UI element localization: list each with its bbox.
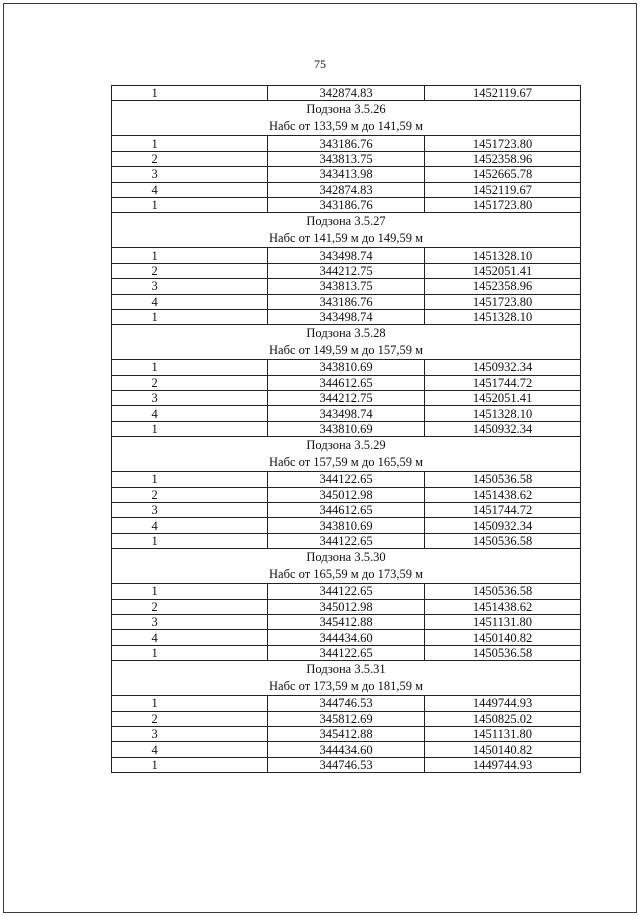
table-row	[112, 136, 581, 151]
table-row	[112, 248, 581, 263]
y-coordinate-cell: 1449744.93	[425, 757, 581, 772]
y-coordinate-cell: 1450932.34	[425, 360, 581, 375]
point-number-cell	[112, 472, 268, 487]
point-number-cell	[112, 599, 268, 614]
table-row	[112, 421, 581, 436]
table-row	[112, 584, 581, 599]
point-number-cell	[112, 136, 268, 151]
point-number-cell	[112, 503, 268, 518]
x-coordinate-cell: 343810.69	[268, 421, 425, 436]
subzone-height-range: Набс от 141,59 м до 149,59 м	[269, 231, 423, 246]
x-coordinate-cell: 343813.75	[268, 151, 425, 166]
point-number-cell	[112, 487, 268, 502]
x-coordinate-cell: 344122.65	[268, 584, 425, 599]
y-coordinate-cell: 1450825.02	[425, 711, 581, 726]
point-number-cell	[112, 86, 268, 101]
point-number: 1	[151, 310, 158, 325]
point-number-cell	[112, 630, 268, 645]
y-coordinate-cell: 1451744.72	[425, 375, 581, 390]
x-coordinate-cell: 343186.76	[268, 136, 425, 151]
x-coordinate-cell: 343498.74	[268, 248, 425, 263]
x-coordinate-cell: 345812.69	[268, 711, 425, 726]
x-coordinate-cell: 344122.65	[268, 533, 425, 548]
point-number-cell	[112, 182, 268, 197]
subzone-header-row	[112, 101, 581, 136]
subzone-header-cell	[112, 101, 581, 136]
point-number: 2	[151, 263, 158, 278]
subzone-header-row	[112, 213, 581, 248]
table-row	[112, 742, 581, 757]
x-coordinate-cell: 343498.74	[268, 309, 425, 324]
table-row	[112, 391, 581, 406]
point-number: 1	[151, 472, 158, 487]
point-number: 2	[151, 151, 158, 166]
subzone-header-row	[112, 437, 581, 472]
table-row	[112, 360, 581, 375]
x-coordinate-cell: 343498.74	[268, 406, 425, 421]
x-coordinate-cell: 345412.88	[268, 614, 425, 629]
table-row	[112, 533, 581, 548]
point-number: 3	[151, 503, 158, 518]
y-coordinate-cell: 1450536.58	[425, 584, 581, 599]
table-row	[112, 696, 581, 711]
subzone-header-cell	[112, 549, 581, 584]
point-number: 3	[151, 279, 158, 294]
x-coordinate-cell: 342874.83	[268, 86, 425, 101]
point-number-cell	[112, 391, 268, 406]
point-number: 4	[151, 294, 158, 309]
y-coordinate-cell: 1450140.82	[425, 630, 581, 645]
x-coordinate-cell: 343810.69	[268, 360, 425, 375]
subzone-height-range: Набс от 157,59 м до 165,59 м	[269, 455, 423, 470]
y-coordinate-cell: 1451744.72	[425, 503, 581, 518]
subzone-title: Подзона 3.5.30	[306, 550, 386, 565]
point-number-cell	[112, 711, 268, 726]
y-coordinate-cell: 1452051.41	[425, 263, 581, 278]
x-coordinate-cell: 344612.65	[268, 503, 425, 518]
x-coordinate-cell: 343186.76	[268, 294, 425, 309]
y-coordinate-cell: 1452358.96	[425, 151, 581, 166]
subzone-title: Подзона 3.5.26	[306, 102, 386, 117]
subzone-height-range: Набс от 173,59 м до 181,59 м	[269, 679, 423, 694]
coordinates-table	[111, 85, 581, 773]
table-row	[112, 151, 581, 166]
table-row	[112, 294, 581, 309]
table-row	[112, 279, 581, 294]
table-row	[112, 197, 581, 212]
point-number: 1	[151, 248, 158, 263]
x-coordinate-cell: 345412.88	[268, 726, 425, 741]
point-number: 2	[151, 711, 158, 726]
subzone-header-cell	[112, 213, 581, 248]
table-row	[112, 472, 581, 487]
point-number-cell	[112, 421, 268, 436]
x-coordinate-cell: 344212.75	[268, 263, 425, 278]
subzone-title: Подзона 3.5.27	[306, 214, 386, 229]
point-number-cell	[112, 533, 268, 548]
y-coordinate-cell: 1451328.10	[425, 309, 581, 324]
table-row	[112, 599, 581, 614]
subzone-header-cell	[112, 325, 581, 360]
subzone-header-cell	[112, 661, 581, 696]
subzone-height-range: Набс от 149,59 м до 157,59 м	[269, 343, 423, 358]
subzone-height-range: Набс от 133,59 м до 141,59 м	[269, 119, 423, 134]
point-number-cell	[112, 197, 268, 212]
point-number: 1	[151, 360, 158, 375]
point-number-cell	[112, 167, 268, 182]
y-coordinate-cell: 1451723.80	[425, 197, 581, 212]
subzone-title: Подзона 3.5.31	[306, 662, 386, 677]
point-number-cell	[112, 584, 268, 599]
table-row	[112, 487, 581, 502]
x-coordinate-cell: 342874.83	[268, 182, 425, 197]
x-coordinate-cell: 344612.65	[268, 375, 425, 390]
point-number-cell	[112, 279, 268, 294]
x-coordinate-cell: 344212.75	[268, 391, 425, 406]
subzone-height-range: Набс от 165,59 м до 173,59 м	[269, 567, 423, 582]
subzone-header-row	[112, 661, 581, 696]
point-number-cell	[112, 757, 268, 772]
point-number: 1	[151, 534, 158, 548]
table-row	[112, 726, 581, 741]
y-coordinate-cell: 1451438.62	[425, 487, 581, 502]
point-number-cell	[112, 263, 268, 278]
x-coordinate-cell: 343186.76	[268, 197, 425, 212]
x-coordinate-cell: 345012.98	[268, 599, 425, 614]
point-number: 2	[151, 599, 158, 614]
y-coordinate-cell: 1452665.78	[425, 167, 581, 182]
table-row	[112, 503, 581, 518]
subzone-title: Подзона 3.5.28	[306, 326, 386, 341]
point-number: 1	[151, 198, 158, 213]
point-number-cell	[112, 518, 268, 533]
table-row	[112, 645, 581, 660]
point-number-cell	[112, 248, 268, 263]
point-number-cell	[112, 375, 268, 390]
point-number: 3	[151, 615, 158, 630]
point-number: 3	[151, 727, 158, 742]
table-row	[112, 711, 581, 726]
point-number: 1	[151, 136, 158, 151]
y-coordinate-cell: 1451131.80	[425, 726, 581, 741]
y-coordinate-cell: 1450140.82	[425, 742, 581, 757]
table-row	[112, 614, 581, 629]
y-coordinate-cell: 1450932.34	[425, 421, 581, 436]
point-number-cell	[112, 726, 268, 741]
y-coordinate-cell: 1449744.93	[425, 696, 581, 711]
point-number: 4	[151, 630, 158, 645]
subzone-header-cell	[112, 437, 581, 472]
point-number-cell	[112, 645, 268, 660]
x-coordinate-cell: 343813.75	[268, 279, 425, 294]
table-row	[112, 309, 581, 324]
table-row	[112, 630, 581, 645]
y-coordinate-cell: 1451131.80	[425, 614, 581, 629]
x-coordinate-cell: 344122.65	[268, 472, 425, 487]
point-number-cell	[112, 742, 268, 757]
subzone-title: Подзона 3.5.29	[306, 438, 386, 453]
point-number: 1	[151, 422, 158, 437]
x-coordinate-cell: 343413.98	[268, 167, 425, 182]
point-number: 2	[151, 375, 158, 390]
point-number-cell	[112, 406, 268, 421]
point-number: 2	[151, 487, 158, 502]
x-coordinate-cell: 344746.53	[268, 757, 425, 772]
y-coordinate-cell: 1450536.58	[425, 533, 581, 548]
page-number: 75	[314, 57, 326, 71]
table-row	[112, 375, 581, 390]
point-number-cell	[112, 360, 268, 375]
x-coordinate-cell: 343810.69	[268, 518, 425, 533]
table-row	[112, 518, 581, 533]
y-coordinate-cell: 1451328.10	[425, 248, 581, 263]
point-number: 3	[151, 391, 158, 406]
point-number: 4	[151, 406, 158, 421]
point-number: 3	[151, 167, 158, 182]
x-coordinate-cell: 345012.98	[268, 487, 425, 502]
y-coordinate-cell: 1451723.80	[425, 294, 581, 309]
x-coordinate-cell: 344434.60	[268, 630, 425, 645]
y-coordinate-cell: 1450536.58	[425, 472, 581, 487]
subzone-header-row	[112, 325, 581, 360]
table-row	[112, 263, 581, 278]
y-coordinate-cell: 1450932.34	[425, 518, 581, 533]
y-coordinate-cell: 1451723.80	[425, 136, 581, 151]
table-row	[112, 167, 581, 182]
point-number-cell	[112, 151, 268, 166]
point-number-cell	[112, 696, 268, 711]
point-number-cell	[112, 294, 268, 309]
y-coordinate-cell: 1452358.96	[425, 279, 581, 294]
point-number-cell	[112, 309, 268, 324]
y-coordinate-cell: 1452119.67	[425, 86, 581, 101]
subzone-header-row	[112, 549, 581, 584]
point-number: 1	[151, 584, 158, 599]
table-row	[112, 182, 581, 197]
y-coordinate-cell: 1452119.67	[425, 182, 581, 197]
table-row	[112, 86, 581, 101]
y-coordinate-cell: 1450536.58	[425, 645, 581, 660]
x-coordinate-cell: 344434.60	[268, 742, 425, 757]
y-coordinate-cell: 1451438.62	[425, 599, 581, 614]
point-number: 1	[151, 757, 158, 772]
x-coordinate-cell: 344122.65	[268, 645, 425, 660]
table-row	[112, 406, 581, 421]
point-number: 1	[151, 86, 158, 101]
y-coordinate-cell: 1452051.41	[425, 391, 581, 406]
y-coordinate-cell: 1451328.10	[425, 406, 581, 421]
coordinates-table-body	[112, 86, 581, 773]
point-number: 4	[151, 518, 158, 533]
table-row	[112, 757, 581, 772]
point-number: 1	[151, 696, 158, 711]
point-number: 4	[151, 742, 158, 757]
point-number: 1	[151, 645, 158, 660]
x-coordinate-cell: 344746.53	[268, 696, 425, 711]
point-number-cell	[112, 614, 268, 629]
point-number: 4	[151, 182, 158, 197]
